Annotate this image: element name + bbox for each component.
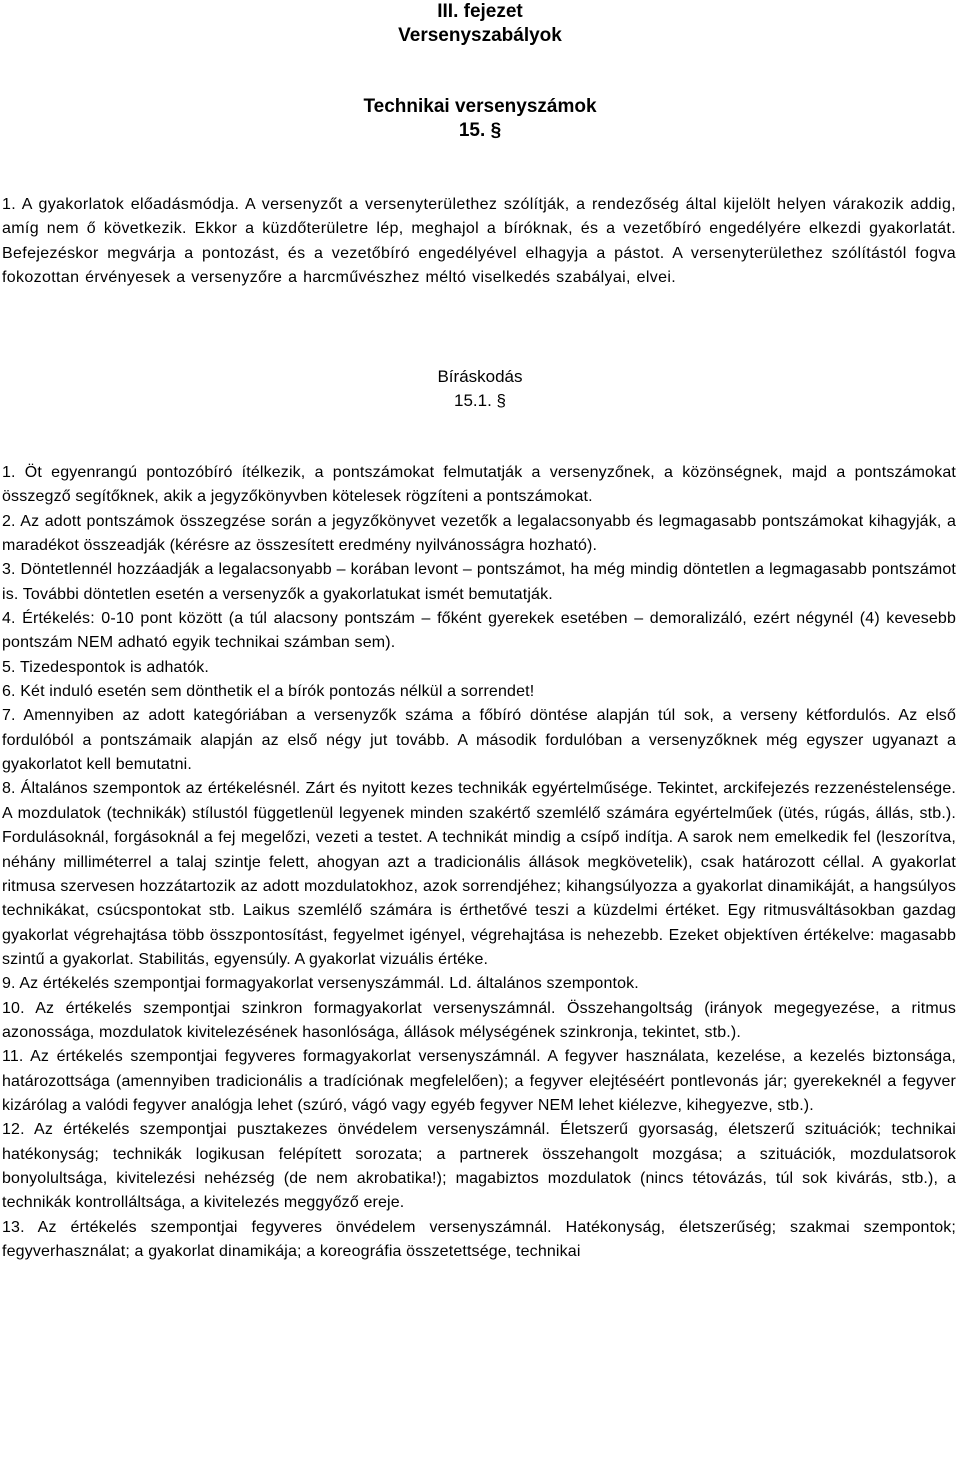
rule-item: 3. Döntetlennél hozzáadják a legalacsonyabb – korában levont – pontszámot, ha még mindig döntetlen a legmagasabb pontszámot is. További döntetlen esetén a versenyzők a gyakorlatukat ismét bemutatják. (2, 561, 956, 603)
rule-item: 9. Az értékelés szempontjai formagyakorlat versenyszámmál. Ld. általános szempontok. (2, 975, 639, 993)
rule-item: 11. Az értékelés szempontjai fegyveres formagyakorlat versenyszámnál. A fegyver használata, kezelése, a kezelés biztonsága, határozottsága (amennyiben tradicionális a tradíciónak megfelelően); a fegyver elejtéséért pontlevonás jár; gyerekeknél a fegyver kizárólag a valódi fegyver analógja lehet (szúró, vágó vagy egyéb fegyver NEM lehet kiélezve, kihegyezve, stb.). (2, 1048, 956, 1114)
subsection-number: 15.1. (453, 391, 492, 410)
rule-item: 4. Értékelés: 0-10 pont között (a túl alacsony pontszám – főként gyerekek esetében – demoralizáló, ezért négynél (4) kevesebb pontszám NEM adható egyik technikai számban sem). (2, 610, 956, 652)
rule-item: 2. Az adott pontszámok összegzése során a jegyzőkönyvet vezetők a legalacsonyabb és legmagasabb pontszámokat kihagyják, a maradékot összeadják (kérésre az összesített eredmény nyilvánosságra hozható). (2, 512, 956, 555)
subsection-title: Bíráskodás (437, 367, 523, 386)
chapter-number: III. fejezet (437, 1, 523, 22)
rule-item: 8. Általános szempontok az értékelésnél. Zárt és nyitott kezes technikák egyértelműsége. Tekintet, arckifejezés rezzenéstelensége. A mozdulatok (technikák) stílustól függetlenül legyenek minden szakértő szemlélő számára egyértelműek (ütés, rúgás, állás, stb.). Fordulásoknál, forgásoknál a fej megelőzi, vezeti a testet. A technikát mindig a csípő indítja. A sarok nem emelkedik fel (leszorítva, néhány milliméterrel a talaj szintje felett, ahogyan azt a tradicionális állások megkövetelik), csak határozott céllal. A gyakorlat ritmusa szervesen hozzátartozik az adott mozdulatokhoz, azok sorrendjéhez; kihangsúlyozza a gyakorlat dinamikáját, a hangsúlyos technikákat, csúcspontokat stb. Laikus szemlélő számára is érthetővé teszi a küzdelmi értéket. Egy ritmusváltásokban gazdag gyakorlat végrehajtása több összpontosítást, fegyelmet igényel, végrehajtása is nehezebb. Ezeket objektíven értékelve: magasabb szintű a gyakorlat. Stabilitás, egyensúly. A gyakorlat vizuális értéke. (2, 780, 956, 968)
chapter-heading (0, 0, 960, 48)
chapter-title: Versenyszabályok (398, 25, 562, 46)
rule-item: 12. Az értékelés szempontjai pusztakezes önvédelem versenyszámnál. Életszerű gyorsaság, életszerű szituációk; technikai hatékonyság; technikák logikusan felépített sorozata; a partnerek összehangolt mozgása; a szituációk, mozdulatsorok bonyolultsága, kivitelezési nehézség (de nem akrobatika!); magabiztos mozdulatok (nincs tétovázás, túl sok kivárás, stb.), a technikák kontrolláltsága, a kivitelezés meggyőző ereje. (2, 1121, 956, 1212)
section-symbol: § (490, 120, 502, 141)
section-heading (0, 95, 960, 143)
section-number: 15. (458, 120, 486, 141)
rule-item: 7. Amennyiben az adott kategóriában a versenyzők száma a főbíró döntése alapján túl sok, a verseny kétfordulós. Az első fordulóból a pontszámaik alapján az első négy jut tovább. A második fordulóban a versenyzőknek még egyszer ugyanazt a gyakorlatot kell bemutatni. (2, 707, 956, 774)
subsection-heading (0, 365, 960, 413)
rules-list (2, 461, 956, 1264)
rule-item: 13. Az értékelés szempontjai fegyveres önvédelem versenyszámnál. Hatékonyság, életszerűség; szakmai szempontok; fegyverhasználat; a gyakorlat dinamikája; a koreográfia összetettsége, technikai (2, 1218, 956, 1260)
section-title: Technikai versenyszámok (363, 96, 597, 117)
rule-item: 5. Tizedespontok is adhatók. (2, 658, 209, 676)
rule-item: 1. Öt egyenrangú pontozóbíró ítélkezik, a pontszámokat felmutatják a versenyzőnek, a közönségnek, majd a pontszámokat összegző segítőknek, akik a jegyzőkönyvben kötelesek rögzíteni a pontszámokat. (2, 464, 956, 506)
rule-item: 10. Az értékelés szempontjai szinkron formagyakorlat versenyszámnál. Összehangoltság (irányok megegyezése, a ritmus azonossága, mozdulatok kivitelezésének hasonlósága, állások mélységének szinkronja, tekintet, stb.). (2, 999, 956, 1041)
intro-paragraph: 1. A gyakorlatok előadásmódja. A versenyzőt a versenyterülethez szólítják, a rendezőség által kijelölt helyen várakozik addig, amíg nem ő következik. Ekkor a küzdőterületre lép, meghajol a bíróknak, és a vezetőbíró engedélyére elkezdi gyakorlatát. Befejezéskor megvárja a pontozást, és a vezetőbíró engedélyével elhagyja a pástot. A versenyterülethez szólítástól fogva fokozottan érvényesek a versenyzőre a harcművészhez méltó viselkedés szabályai, elvei. (2, 196, 956, 286)
rule-item: 6. Két induló esetén sem dönthetik el a bírók pontozás nélkül a sorrendet! (2, 683, 535, 701)
subsection-symbol: § (496, 391, 506, 410)
